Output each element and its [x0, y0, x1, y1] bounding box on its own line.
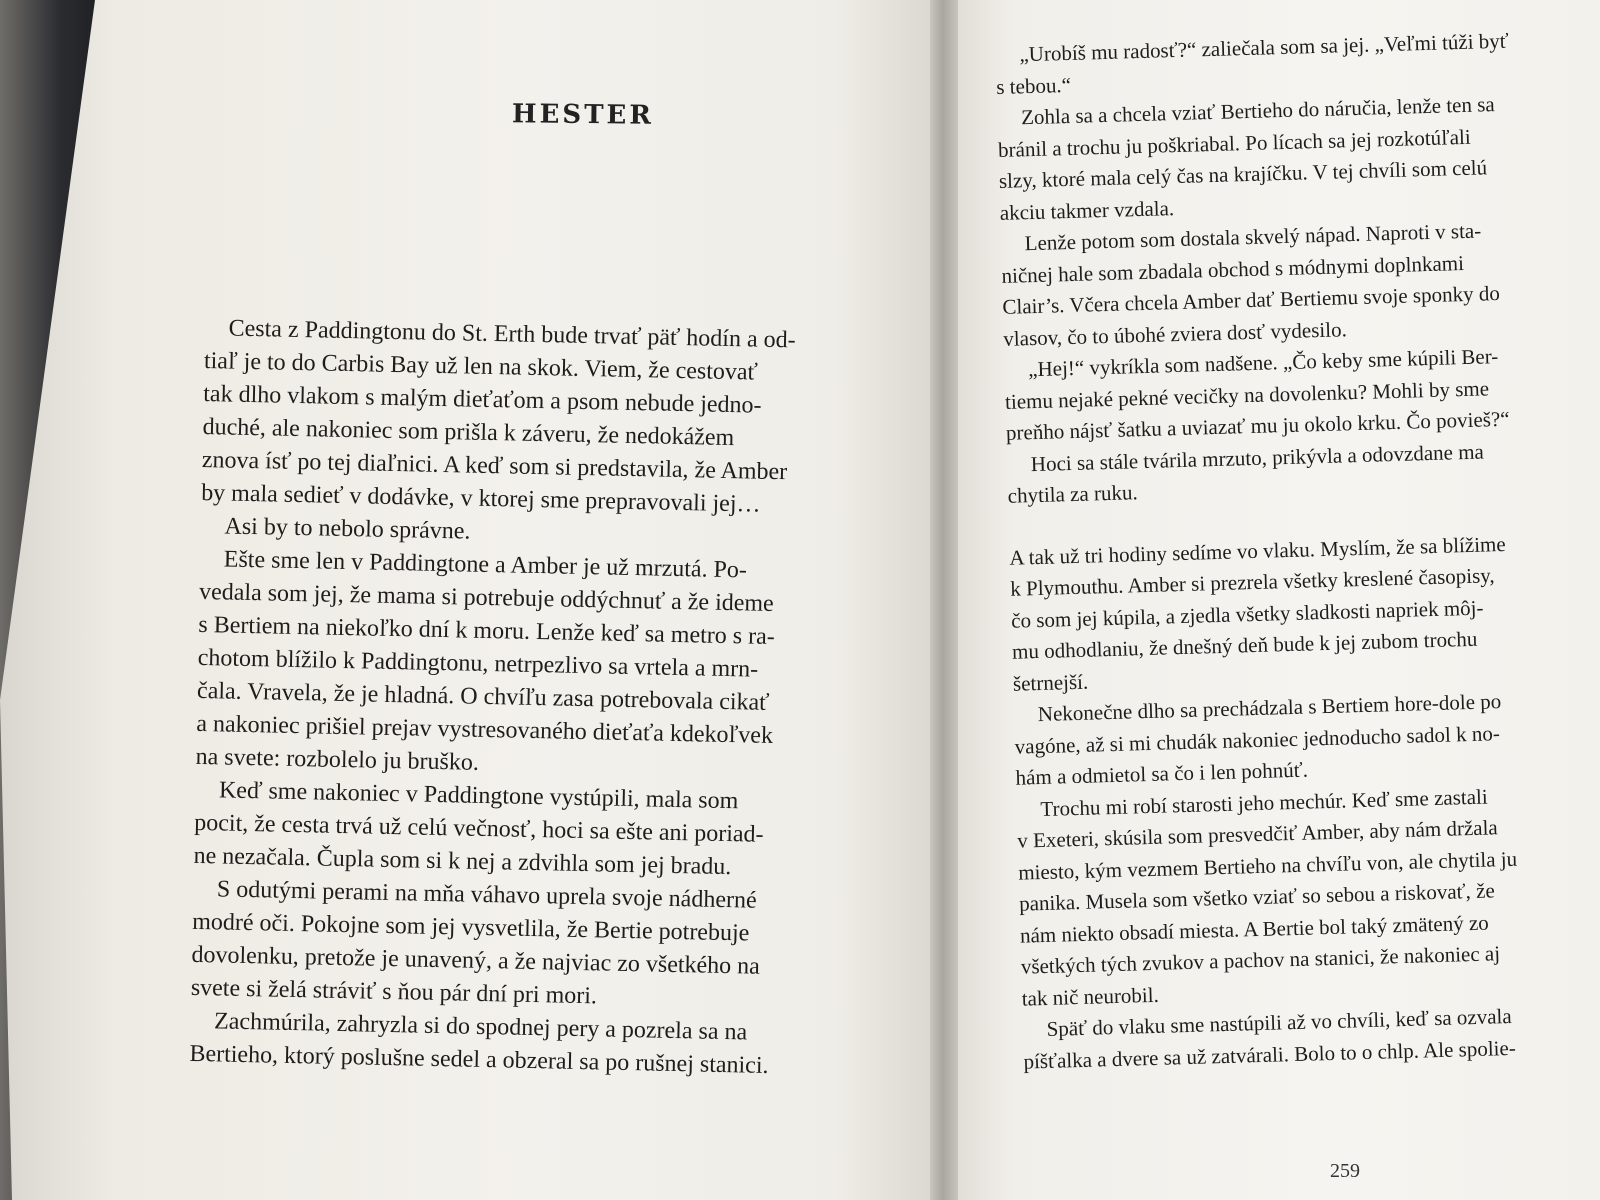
text-line: ničnej hale som zbadala obchod s módnymi doplnkami: [1001, 250, 1465, 288]
text-line: A tak už tri hodiny sedíme vo vlaku. Myslím, že sa blížime: [1009, 531, 1506, 570]
text-line: Asi by to nebolo správne.: [224, 513, 471, 545]
text-line: svete si želá stráviť s ňou pár dní pri mori.: [190, 974, 598, 1010]
text-line: Ešte sme len v Paddingtone a Amber je už mrzutá. Po-: [223, 546, 748, 584]
text-line: vagóne, až si mi chudák nakoniec jednoducho sadol k no-: [1014, 720, 1501, 759]
text-line: vlasov, čo to úbohé zviera dosť vydesilo.: [1002, 316, 1348, 351]
text-line: Trochu mi robí starosti jeho mechúr. Keď sme zastali: [1040, 784, 1488, 821]
text-line: hám a odmietol sa čo i len pohnúť.: [1015, 757, 1309, 790]
text-line: k Plymouthu. Amber si prezrela všetky kreslené časopisy,: [1009, 563, 1495, 601]
page-number: 259: [1330, 1160, 1360, 1182]
text-line: vedala som jej, že mama si potrebuje oddýchnuť a že ideme: [198, 578, 775, 617]
text-line: s Bertiem na niekoľko dní k moru. Lenže keď sa metro s ra-: [198, 611, 776, 651]
right-page-text: [995, 24, 1584, 1077]
text-line: mu odhodlaniu, že dnešný deň bude k jej zubom trochu: [1011, 626, 1478, 664]
text-line: znova ísť po tej diaľnici. A keď som si predstavila, že Amber: [201, 446, 788, 486]
text-line: akciu takmer vzdala.: [999, 195, 1175, 225]
text-line: Lenže potom som dostala skvelý nápad. Naproti v sta-: [1024, 218, 1482, 256]
text-line: Zohla sa a chcela vziať Bertieho do náručia, lenže ten sa: [1020, 92, 1495, 130]
text-line: tak dlho vlakom s malým dieťaťom a psom nebude jedno-: [203, 380, 762, 419]
text-line: by mala sedieť v dodávke, v ktorej sme prepravovali jej…: [200, 479, 761, 518]
text-line: v Exeteri, skúsila som presvedčiť Amber, aby nám držala: [1017, 815, 1499, 853]
text-line: ne nezačala. Čupla som si k nej a zdvihla som jej bradu.: [193, 842, 732, 881]
text-line: na svete: rozbolelo ju bruško.: [195, 743, 480, 776]
text-line: šetrnejší.: [1012, 669, 1089, 696]
text-line: slzy, ktoré mala celý čas na krajíčku. V tej chvíli som celú: [998, 155, 1488, 193]
text-line: čala. Vravela, že je hladná. O chvíľu zasa potrebovala cikať: [196, 677, 770, 716]
text-line: všetkých tých zvukov a pachov na stanici, že nakoniec aj: [1020, 941, 1501, 979]
text-line: Keď sme nakoniec v Paddingtone vystúpili, mala som: [218, 777, 739, 815]
text-line: nám niekto obsadí miesta. A Bertie bol taký zmätený zo: [1019, 910, 1490, 948]
text-line: preňho nájsť šatku a uviazať mu ju okolo krku. Čo povieš?“: [1005, 406, 1510, 445]
text-line: pocit, že cesta trvá už celú večnosť, hoci sa ešte ani poriad-: [194, 809, 764, 848]
text-line: Cesta z Paddingtonu do St. Erth bude trvať päť hodín a od-: [228, 315, 796, 354]
text-line: s tebou.“: [995, 72, 1072, 99]
text-line: chotom blížilo k Paddingtonu, netrpezlivo sa vrtela a mrn-: [197, 644, 759, 683]
text-line: tak nič neurobil.: [1021, 982, 1160, 1011]
chapter-title: HESTER: [511, 99, 655, 131]
text-line: dovolenku, pretože je unavený, a že najviac zo všetkého na: [191, 941, 761, 980]
text-line: miesto, kým vezmem Bertieho na chvíľu von, ale chytila ju: [1017, 846, 1518, 885]
text-line: Nekonečne dlho sa prechádzala s Bertiem hore-dole po: [1037, 689, 1502, 727]
text-line: tiaľ je to do Carbis Bay už len na skok. Viem, že cestovať: [203, 347, 759, 386]
text-line: a nakoniec prišiel prejav vystresovaného dieťaťa kdekoľvek: [196, 710, 774, 749]
text-line: Hoci sa stále tvárila mrzuto, prikývla a odovzdane ma: [1030, 439, 1485, 476]
left-page-text: [189, 312, 875, 1085]
text-line: tiemu nejaké pekné vecičky na dovolenku? Mohli by sme: [1004, 375, 1490, 414]
book-gutter: [930, 0, 958, 1200]
text-line: panika. Musela som všetko vziať so sebou a riskovať, že: [1018, 878, 1496, 916]
text-line: modré oči. Pokojne som jej vysvetlila, že Bertie potrebuje: [191, 908, 750, 947]
text-line: duché, ale nakoniec som prišla k záveru, že nedokážem: [202, 413, 735, 452]
text-line: píšťalka a dvere sa už zatvárali. Bolo to o chlp. Ale spolie-: [1023, 1035, 1517, 1074]
text-line: Clair’s. Včera chcela Amber dať Bertiemu svoje sponky do: [1002, 281, 1501, 319]
text-line: „Hej!“ vykríkla som nadšene. „Čo keby sme kúpili Ber-: [1027, 344, 1499, 382]
text-line: „Urobíš mu radosť?“ zaliečala som sa jej. „Veľmi túži byť: [1019, 28, 1510, 67]
text-line: Späť do vlaku sme nastúpili až vo chvíli, keď sa ozvala: [1046, 1003, 1512, 1041]
text-line: bránil a trochu ju poškriabal. Po lícach sa jej rozkotúľali: [997, 124, 1471, 162]
text-line: čo som jej kúpila, a zjedla všetky sladkosti napriek môj-: [1010, 595, 1484, 633]
text-line: Zachmúrila, zahryzla si do spodnej pery a pozrela sa na: [213, 1008, 748, 1046]
text-line: S odutými perami na mňa váhavo uprela svoje nádherné: [216, 876, 757, 914]
text-line: Bertieho, ktorý poslušne sedel a obzeral sa po rušnej stanici.: [189, 1040, 769, 1079]
text-line: chytila za ruku.: [1007, 480, 1139, 508]
